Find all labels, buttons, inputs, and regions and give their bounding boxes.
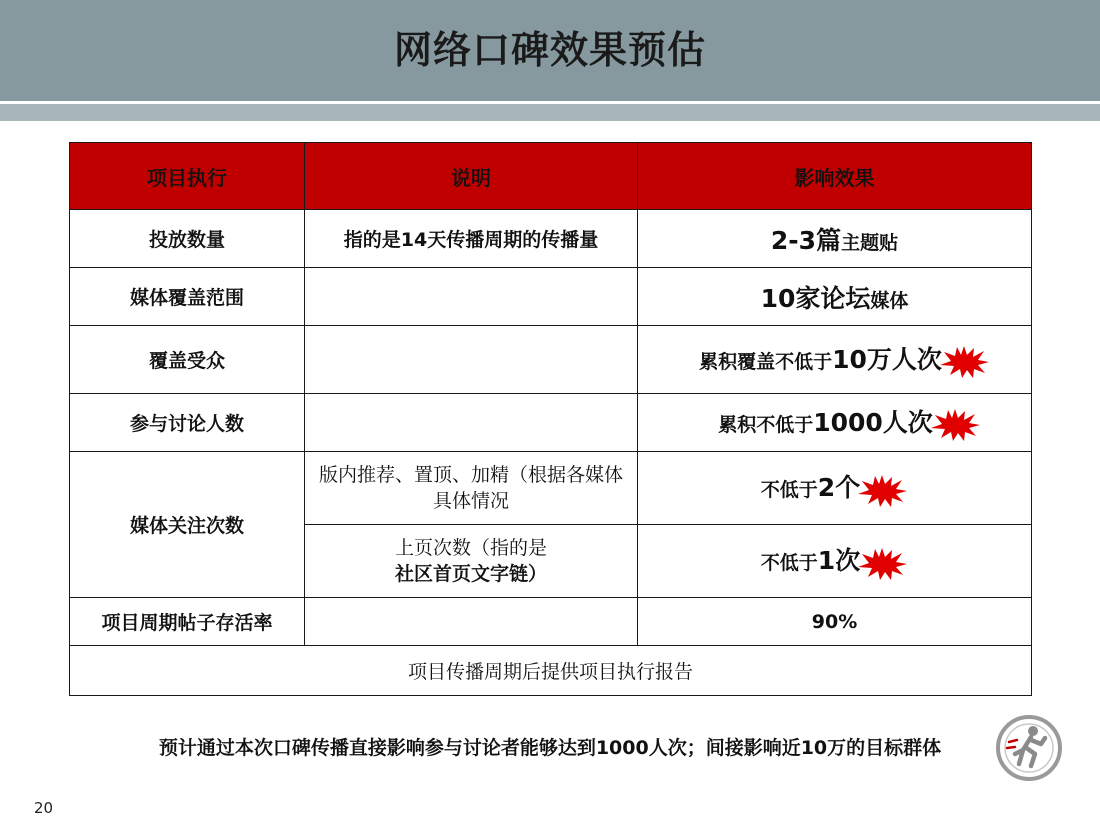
report-note: 项目传播周期后提供项目执行报告 xyxy=(70,646,1032,696)
effect-prefix: 不低于 xyxy=(760,552,818,575)
page-number: 20 xyxy=(34,799,54,817)
effect-table xyxy=(69,142,1032,696)
table-row xyxy=(70,452,1032,525)
row-note xyxy=(305,525,638,598)
burst-icon xyxy=(856,547,908,581)
row-item: 参与讨论人数 xyxy=(70,394,305,452)
header-note: 说明 xyxy=(305,143,638,210)
burst-icon xyxy=(938,345,990,379)
summary-text: 预计通过本次口碑传播直接影响参与讨论者能够达到1000人次；间接影响近10万的目标群体 xyxy=(158,737,942,759)
row-item: 覆盖受众 xyxy=(70,326,305,394)
row-effect xyxy=(638,394,1032,452)
effect-value: 1次 xyxy=(817,546,861,576)
table-row xyxy=(70,598,1032,646)
burst-icon xyxy=(856,474,908,508)
table-row xyxy=(70,326,1032,394)
row-item: 投放数量 xyxy=(70,210,305,268)
effect-value: 2个 xyxy=(817,473,861,503)
row-effect xyxy=(638,525,1032,598)
row-effect xyxy=(638,452,1032,525)
row-effect xyxy=(638,326,1032,394)
effect-value: 10万人次 xyxy=(832,344,942,374)
row-effect xyxy=(638,268,1032,326)
note-plain: 上页次数（指的是 xyxy=(394,537,547,559)
effect-unit: 主题贴 xyxy=(841,231,899,254)
effect-prefix: 累积不低于 xyxy=(718,413,814,436)
table-row xyxy=(70,394,1032,452)
row-item: 媒体关注次数 xyxy=(70,452,305,598)
table-footer-row xyxy=(70,646,1032,696)
effect-value: 1000人次 xyxy=(813,407,933,437)
table-row xyxy=(70,268,1032,326)
burst-icon xyxy=(929,408,981,442)
note-bold: 社区首页文字链） xyxy=(394,563,547,585)
row-note xyxy=(305,326,638,394)
row-note: 版内推荐、置顶、加精（根据各媒体具体情况 xyxy=(305,452,638,525)
row-item: 媒体覆盖范围 xyxy=(70,268,305,326)
row-item: 项目周期帖子存活率 xyxy=(70,598,305,646)
title-underband xyxy=(0,104,1100,121)
effect-prefix: 累积覆盖不低于 xyxy=(699,350,833,373)
table-header-row xyxy=(70,143,1032,210)
effect-value: 10家论坛 xyxy=(760,283,871,313)
row-note xyxy=(305,394,638,452)
row-note xyxy=(305,598,638,646)
row-effect xyxy=(638,210,1032,268)
effect-prefix: 不低于 xyxy=(760,479,818,502)
runner-logo-icon xyxy=(995,714,1063,782)
header-effect: 影响效果 xyxy=(638,143,1032,210)
page-title: 网络口碑效果预估 xyxy=(393,28,706,72)
effect-value: 2-3篇 xyxy=(770,225,842,255)
row-effect: 90% xyxy=(638,598,1032,646)
effect-unit: 媒体 xyxy=(870,289,909,312)
header-item: 项目执行 xyxy=(70,143,305,210)
table-row xyxy=(70,210,1032,268)
row-note xyxy=(305,268,638,326)
row-note: 指的是14天传播周期的传播量 xyxy=(305,210,638,268)
